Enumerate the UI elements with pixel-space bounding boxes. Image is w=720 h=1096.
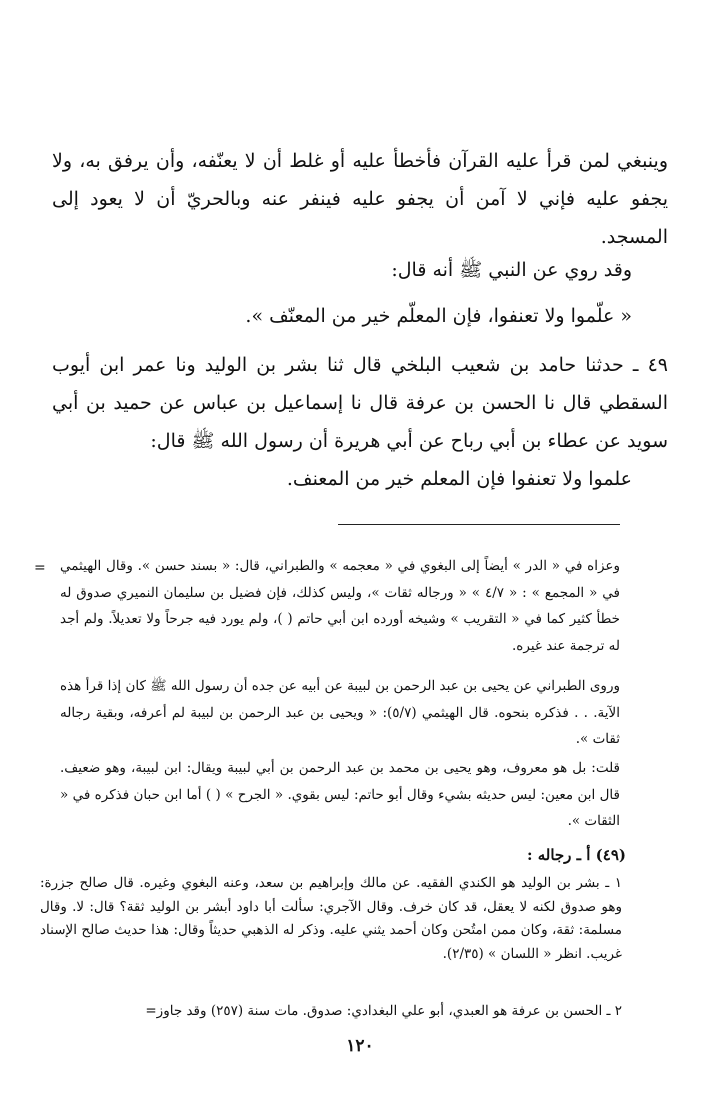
notes-item-2: ٢ ـ الحسن بن عرفة هو العبدي، أبو علي البغدادي: صدوق. مات سنة (٢٥٧) وقد جاوز= (145, 1003, 622, 1019)
main-paragraph-2: وقد روي عن النبي ﷺ أنه قال: (391, 259, 632, 281)
footnote-separator (338, 524, 620, 525)
footnote-paragraph-3: قلت: بل هو معروف، وهو يحيى بن محمد بن عبد الرحمن بن أبي لبيبة ويقال: ابن لبيبة، وهو ضعيف. قال ابن معين: ليس حديثه بشيء وقال أبو حاتم: ليس بقوي. « الجرح » ( ) أما ابن حبان فذكره في « الثقات ». (60, 760, 620, 829)
footnote-continuation-marker: = (34, 560, 46, 576)
footnote-paragraph-2: وروى الطبراني عن يحيى بن عبد الرحمن بن لبيبة عن أبيه عن جده أن رسول الله ﷺ كان إذا قرأ هذه الآية. . . فذكره بنحوه. قال الهيثمي (٥/٧): « ويحيى بن عبد الرحمن بن لبيبة لم أعرفه، وبقية رجاله ثقات ». (60, 678, 620, 747)
main-paragraph-5-matn: علموا ولا تعنفوا فإن المعلم خير من المعنف. (286, 468, 632, 490)
footnote-paragraph-1: وعزاه في « الدر » أيضاً إلى البغوي في « معجمه » والطبراني، قال: « بسند حسن ». وقال الهيثمي في « المجمع » : « ٤/٧ » « ورجاله ثقات »، وليس كذلك، فإن فضيل بن سليمان النميري صدوق له خطأ كثير كما في « التقريب » وشيخه أورده ابن أبي حاتم ( )، ولم يورد فيه جرحاً ولا تعديلاً. ولم أجد له ترجمة عند غيره. (60, 558, 620, 654)
main-paragraph-1: وينبغي لمن قرأ عليه القرآن فأخطأ عليه أو غلط أن لا يعنّفه، وأن يرفق به، ولا يجفو عليه فإني لا آمن أن يجفو عليه فينفر عنه وبالحريّ أن لا يعود إلى المسجد. (52, 150, 668, 248)
main-paragraph-3-quote: « علّموا ولا تعنفوا، فإن المعلّم خير من المعنّف ». (245, 305, 632, 327)
page-number: ١٢٠ (346, 1036, 374, 1056)
notes-heading: (٤٩) أ ـ رجاله : (526, 846, 626, 864)
main-paragraph-4-hadith-49: ٤٩ ـ حدثنا حامد بن شعيب البلخي قال ثنا بشر بن الوليد ونا عمر ابن أيوب السقطي قال نا الحسن بن عرفة قال نا إسماعيل بن عباس عن حميد بن أبي سويد عن عطاء بن أبي رباح عن أبي هريرة أن رسول الله ﷺ قال: (52, 354, 668, 452)
notes-item-1: ١ ـ بشر بن الوليد هو الكندي الفقيه. عن مالك وإبراهيم بن سعد، وعنه البغوي وغيره. قال صالح جزرة: وهو صدوق لكنه لا يعقل، قد كان خرف. وقال الآجري: سألت أبا داود أبشر بن الوليد ثقة؟ قال: لا. وقال مسلمة: ثقة، وكان ممن امتُحن وكان أحمد يثني عليه. وذكر له الذهبي حديثاً وقال: هذا حديث صالح الإسناد غريب. انظر « اللسان » (٢/٣٥). (40, 875, 622, 962)
